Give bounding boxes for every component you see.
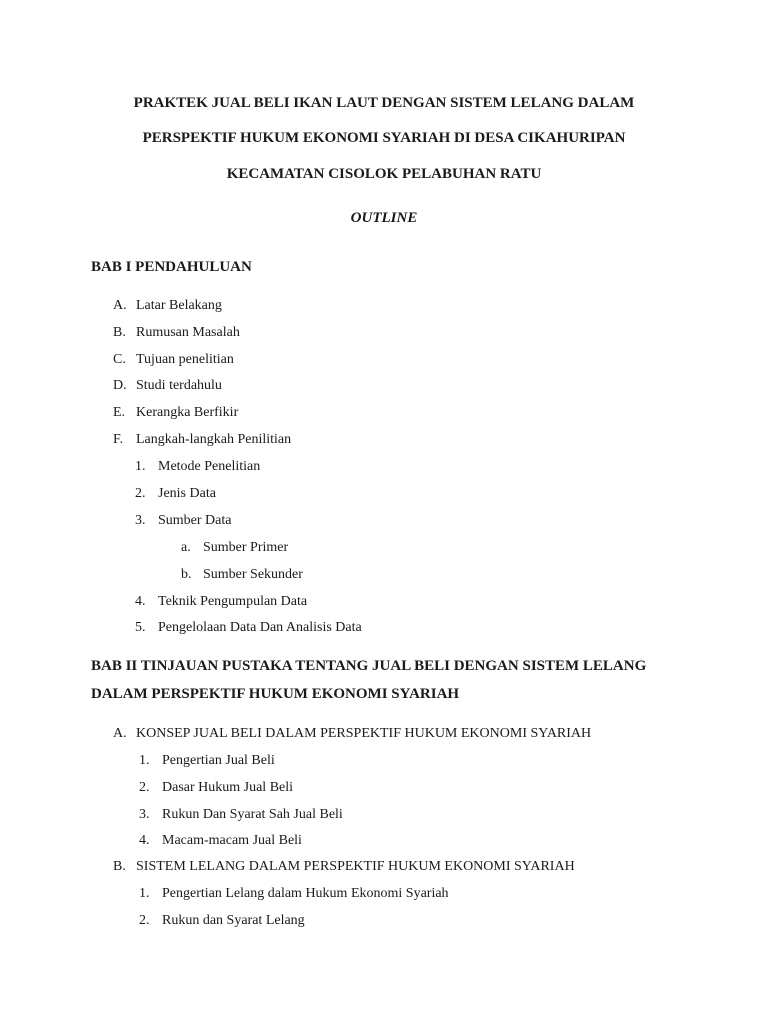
list-item-text: Dasar Hukum Jual Beli bbox=[162, 780, 294, 795]
list-marker: C. bbox=[113, 352, 126, 367]
bab2-heading-line-2: DALAM PERSPEKTIF HUKUM EKONOMI SYARIAH bbox=[91, 686, 460, 702]
list-item-text: Langkah-langkah Penilitian bbox=[136, 432, 292, 447]
list-item-text: Rukun dan Syarat Lelang bbox=[162, 913, 305, 928]
list-marker: a. bbox=[181, 540, 191, 555]
list-item-text: Pengertian Lelang dalam Hukum Ekonomi Syariah bbox=[162, 886, 449, 901]
list-item-text: KONSEP JUAL BELI DALAM PERSPEKTIF HUKUM EKONOMI SYARIAH bbox=[136, 726, 592, 741]
list-marker: A. bbox=[113, 726, 127, 741]
list-item-text: Studi terdahulu bbox=[136, 378, 222, 393]
list-marker: 1. bbox=[135, 459, 146, 474]
list-item-text: Rumusan Masalah bbox=[136, 325, 240, 340]
list-item-text: Pengertian Jual Beli bbox=[162, 753, 275, 768]
list-marker: 4. bbox=[139, 833, 150, 848]
list-item-text: Latar Belakang bbox=[136, 298, 222, 313]
list-item-text: Metode Penelitian bbox=[158, 459, 261, 474]
document-title-line-1: PRAKTEK JUAL BELI IKAN LAUT DENGAN SISTEM LELANG DALAM bbox=[133, 95, 635, 111]
list-item-text: Sumber Sekunder bbox=[203, 567, 303, 582]
bab2-heading-line-1: BAB II TINJAUAN PUSTAKA TENTANG JUAL BELI DENGAN SISTEM LELANG bbox=[91, 658, 647, 674]
list-item-text: Sumber Primer bbox=[203, 540, 289, 555]
list-item-text: SISTEM LELANG DALAM PERSPEKTIF HUKUM EKONOMI SYARIAH bbox=[136, 859, 575, 874]
list-marker: E. bbox=[113, 405, 126, 420]
document-title-line-3: KECAMATAN CISOLOK PELABUHAN RATU bbox=[226, 166, 542, 182]
list-marker: b. bbox=[181, 567, 192, 582]
list-marker: 3. bbox=[139, 807, 150, 822]
list-marker: 3. bbox=[135, 513, 146, 528]
list-item-text: Macam-macam Jual Beli bbox=[162, 833, 302, 848]
list-item-text: Sumber Data bbox=[158, 513, 232, 528]
list-item-text: Teknik Pengumpulan Data bbox=[158, 594, 308, 609]
list-item-text: Kerangka Berfikir bbox=[136, 405, 239, 420]
list-marker: B. bbox=[113, 859, 126, 874]
list-marker: 1. bbox=[139, 886, 150, 901]
list-marker: 2. bbox=[139, 913, 150, 928]
bab1-heading: BAB I PENDAHULUAN bbox=[91, 259, 252, 275]
list-item-text: Rukun Dan Syarat Sah Jual Beli bbox=[162, 807, 343, 822]
list-marker: D. bbox=[113, 378, 127, 393]
list-marker: A. bbox=[113, 298, 127, 313]
list-marker: 4. bbox=[135, 594, 146, 609]
list-marker: F. bbox=[113, 432, 124, 447]
list-marker: 2. bbox=[135, 486, 146, 501]
document-title-line-2: PERSPEKTIF HUKUM EKONOMI SYARIAH DI DESA CIKAHURIPAN bbox=[142, 130, 626, 146]
outline-label: OUTLINE bbox=[350, 210, 418, 226]
list-marker: B. bbox=[113, 325, 126, 340]
list-marker: 5. bbox=[135, 620, 146, 635]
list-item-text: Jenis Data bbox=[158, 486, 216, 501]
list-marker: 1. bbox=[139, 753, 150, 768]
list-item-text: Tujuan penelitian bbox=[136, 352, 234, 367]
list-item-text: Pengelolaan Data Dan Analisis Data bbox=[158, 620, 362, 635]
list-marker: 2. bbox=[139, 780, 150, 795]
